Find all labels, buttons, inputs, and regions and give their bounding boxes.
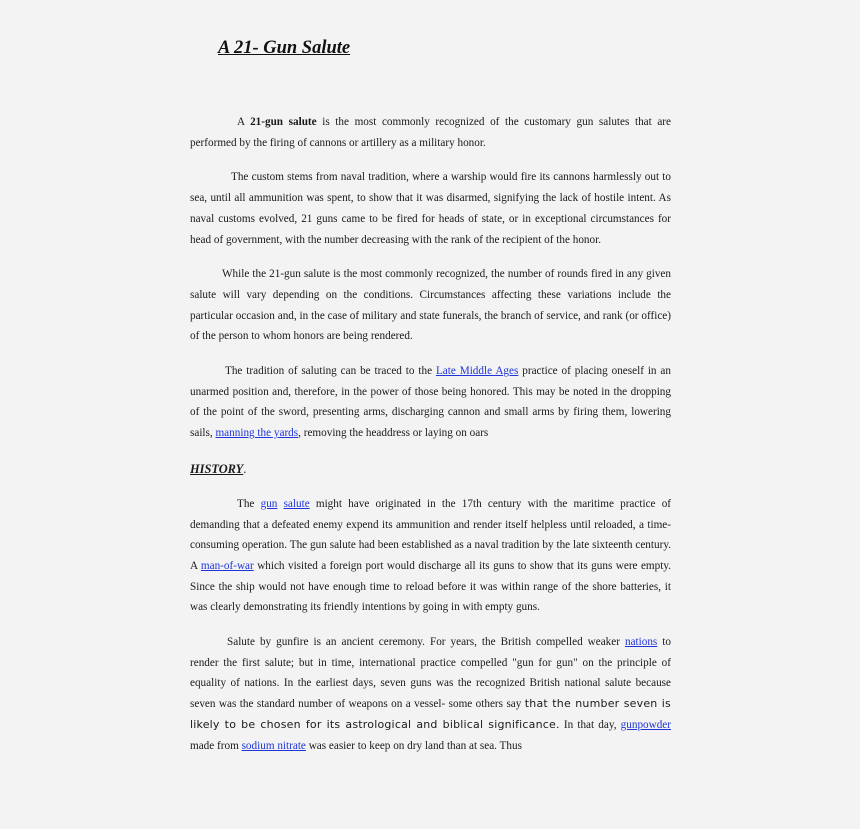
link-nations[interactable]: nations <box>624 636 658 649</box>
bold-term: 21-gun salute <box>250 116 317 128</box>
link-manning-the-yards[interactable]: manning the yards <box>215 427 299 440</box>
link-gun[interactable]: gun <box>260 497 278 510</box>
text-run: to render the first salute; but in time, international practice compelled "gun for gun" on the principle of equality of nations. In the earliest days, seven guns was the recognized British national salute because seven was the standard number of weapons on a vessel- some others say <box>190 636 672 711</box>
text-run: In that day, <box>559 718 621 731</box>
text-run: Salute by gunfire is an ancient ceremony. For years, the British compelled weaker <box>227 636 625 649</box>
paragraph-saluting-tradition <box>190 361 671 444</box>
heading-dot: . <box>243 461 247 476</box>
link-man-of-war[interactable]: man-of-war <box>200 559 254 572</box>
text-run: might have originated in the 17th century with the maritime practice of demanding that a defeated enemy expend its ammunition and render itself helpless until reloaded, a time-consuming operation. The gun salute had been established as a naval tradition by the late sixteenth century. A <box>190 497 672 572</box>
link-gunpowder[interactable]: gunpowder <box>620 718 671 731</box>
text-run: The tradition of saluting can be traced to the <box>225 365 436 378</box>
text-run: The <box>237 497 261 510</box>
section-heading-history <box>190 458 671 480</box>
link-late-middle-ages[interactable]: Late Middle Ages <box>435 365 519 378</box>
heading-label: HISTORY <box>190 461 244 476</box>
text-run: A <box>237 116 251 128</box>
document-title: A 21- Gun Salute <box>218 38 351 58</box>
text-run-sans: that the number seven is likely to be chosen for its astrological and biblical significance. <box>190 697 671 731</box>
paragraph-ancient-ceremony <box>190 632 671 756</box>
text-run: , removing the headdress or laying on oars <box>298 427 489 440</box>
document-page <box>190 34 671 756</box>
text-run: made from <box>190 739 242 752</box>
paragraph-intro <box>190 112 671 153</box>
text-run: is the most commonly recognized of the customary gun salutes that are performed by the firing of cannons or artillery as a military honor. <box>190 116 671 149</box>
paragraph-naval-tradition: The custom stems from naval tradition, where a warship would fire its cannons harmlessly out to sea, until all ammunition was spent, to show that it was disarmed, signifying the lack of hostile intent. As naval customs evolved, 21 guns came to be fired for heads of state, or in exceptional circumstances for head of government, with the number decreasing with the rank of the recipient of the honor. <box>190 171 671 246</box>
text-run: practice of placing oneself in an unarmed position and, therefore, in the power of those being honored. This may be noted in the dropping of the point of the sword, presenting arms, discharging cannon and small arms by firing them, lowering sails, <box>190 365 671 440</box>
paragraph-variations: While the 21-gun salute is the most commonly recognized, the number of rounds fired in any given salute will vary depending on the conditions. Circumstances affecting these variations include the particular occasion and, in the case of military and state funerals, the branch of service, and rank (or office) of the person to whom honors are being rendered. <box>190 268 671 343</box>
text-run: which visited a foreign port would discharge all its guns to show that its guns were empty. Since the ship would not have enough time to reload before it was within range of the shore batteries, it was clearly demonstrating its friendly intentions by going in with empty guns. <box>190 559 671 614</box>
text-run: was easier to keep on dry land than at sea. Thus <box>305 739 522 752</box>
link-salute[interactable]: salute <box>283 497 310 510</box>
paragraph-origin <box>190 494 671 618</box>
link-sodium-nitrate[interactable]: sodium nitrate <box>241 739 306 752</box>
